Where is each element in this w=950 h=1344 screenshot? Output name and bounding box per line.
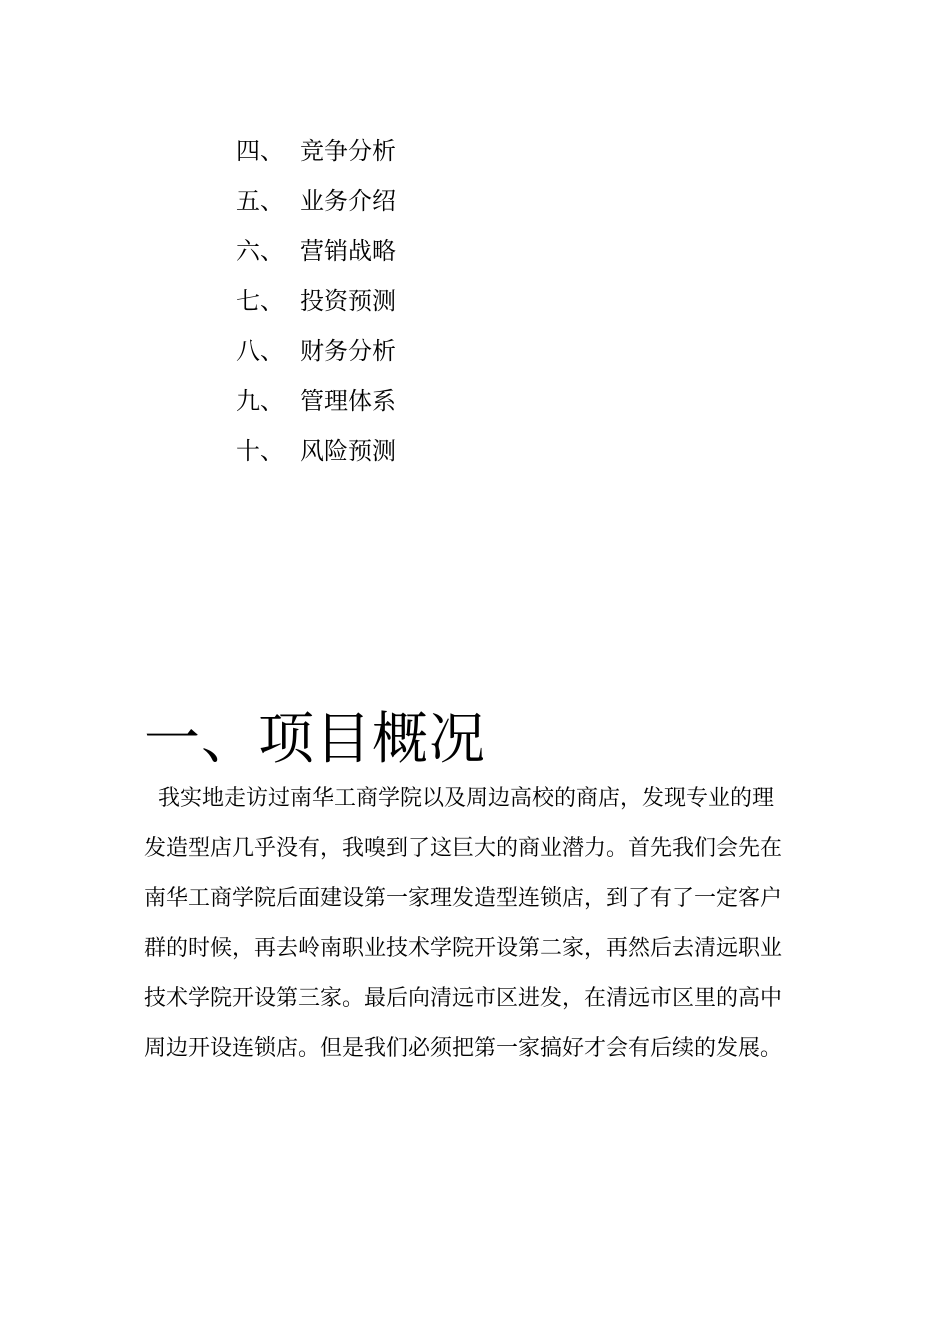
- toc-item-label: 业务介绍: [300, 187, 396, 215]
- toc-item-label: 营销战略: [300, 237, 396, 265]
- toc-item-number: 五、: [236, 187, 284, 215]
- toc-item-label: 财务分析: [300, 337, 396, 365]
- section-body: [144, 774, 808, 1074]
- toc-item-number: 四、: [236, 137, 284, 165]
- toc-item-label: 投资预测: [300, 287, 396, 315]
- section-heading: 一、项目概况: [144, 707, 486, 772]
- toc-item-number: 六、: [236, 237, 284, 265]
- toc-item-investment-forecast: [236, 278, 396, 328]
- body-line: 南华工商学院后面建设第一家理发造型连锁店，到了有了一定客户: [144, 886, 783, 911]
- toc-item-number: 八、: [236, 337, 284, 365]
- toc-item-label: 管理体系: [300, 387, 396, 415]
- toc-item-financial-analysis: [236, 328, 396, 378]
- body-line: 技术学院开设第三家。最后向清远市区进发，在清远市区里的高中: [144, 986, 783, 1011]
- toc-item-management-system: [236, 378, 396, 428]
- body-line: 我实地走访过南华工商学院以及周边高校的商店，发现专业的理: [144, 786, 774, 811]
- toc-item-marketing-strategy: [236, 228, 396, 278]
- body-line: 周边开设连锁店。但是我们必须把第一家搞好才会有后续的发展。: [144, 1036, 783, 1061]
- body-line: 群的时候，再去岭南职业技术学院开设第二家，再然后去清远职业: [144, 936, 783, 961]
- toc-item-number: 九、: [236, 387, 284, 415]
- toc-item-number: 七、: [236, 287, 284, 315]
- body-line: 发造型店几乎没有，我嗅到了这巨大的商业潜力。首先我们会先在: [144, 836, 783, 861]
- toc-item-risk-forecast: [236, 428, 396, 478]
- toc-item-competition-analysis: [236, 128, 396, 178]
- toc-item-label: 风险预测: [300, 437, 396, 465]
- toc-item-number: 十、: [236, 437, 284, 465]
- table-of-contents: [236, 128, 396, 478]
- toc-item-business-introduction: [236, 178, 396, 228]
- toc-item-label: 竞争分析: [300, 137, 396, 165]
